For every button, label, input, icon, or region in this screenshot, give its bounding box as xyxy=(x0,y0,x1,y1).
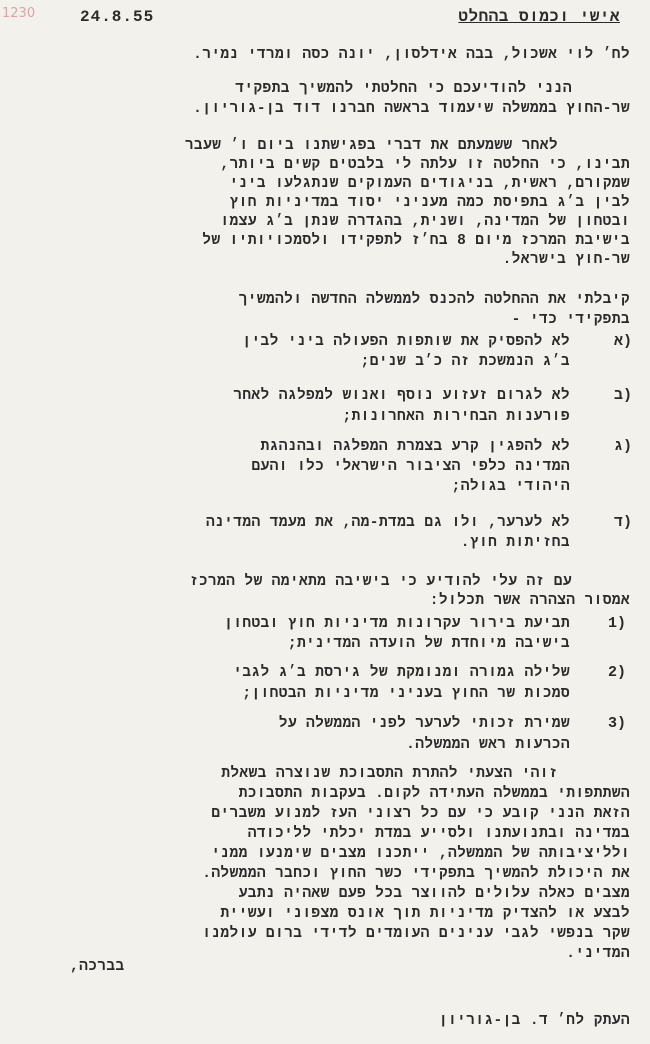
para5-line: הזאת הנני קובע כי עם כל רצוני העז למנוע משברים xyxy=(211,806,630,822)
para2-line: לאחר ששמעתם את דברי בפגישתנו ביום ו׳ שעבר xyxy=(184,138,558,154)
classification-heading: אישי וכמוס בהחלט xyxy=(458,8,620,26)
para2-line: בישיבת המרכז מיום 8 בח׳ז לתפקידו ולסמכויותיו של xyxy=(202,233,630,249)
para5-line: לבצע או להצדיק מדיניות תוך אונס מצפוני ועשיית xyxy=(220,906,630,922)
para5-line: ולליציבותה של הממשלה, ייתכנו מצבים שימנעו ממני xyxy=(211,846,630,862)
numbered-label: 3) xyxy=(607,715,626,732)
archive-number: 1230 xyxy=(2,6,36,21)
item-label: ד) xyxy=(613,514,632,531)
numbered-line: בישיבה מיוחדת של הועדה המדינית; xyxy=(287,636,570,652)
item-label: ג) xyxy=(613,438,632,455)
numbered-line: תביעת בירור עקרונות מדיניות חוץ ובטחון xyxy=(224,616,570,632)
item-line: המדינה כלפי הציבור הישראלי כלו והעם xyxy=(251,459,570,475)
para2-line: לבין ב׳ג בתפיסת כמה מעניני יסוד במדיניות חוץ xyxy=(229,195,630,211)
para4-line: עם זה עלי להודיע כי בישיבה מתאימה של המרכז xyxy=(189,574,572,590)
numbered-line: סמכות שר החוץ בעניני מדיניות הבטחון; xyxy=(242,686,570,702)
item-label: ב) xyxy=(613,387,632,404)
document-date: 24.8.55 xyxy=(80,8,155,26)
item-line: לא להפסיק את שותפות הפעולה ביני לבין xyxy=(242,334,570,350)
copy-to-line: העתק לח׳ ד. בן-גוריון xyxy=(438,1013,630,1029)
para3-line: קיבלתי את ההחלטה להכנס לממשלה החדשה ולהמשיך xyxy=(238,292,630,308)
numbered-line: שלילה גמורה ומנומקת של גירסת ב׳ג לגבי xyxy=(233,665,570,681)
item-line: לא להפגין קרע בצמרת המפלגה ובהנהגת xyxy=(260,439,570,455)
para2-line: תבינו, כי החלטה זו עלתה לי בלבטים קשים ביותר, xyxy=(220,157,630,173)
closing: בברכה, xyxy=(70,959,125,975)
addressee-line: לח׳ לוי אשכול, בבה אידלסון, יונה כסה ומרדי נמיר. xyxy=(193,47,630,63)
item-line: היהודי בגולה; xyxy=(451,479,570,495)
para1-line: הנני להודיעכם כי החלטתי להמשיך בתפקיד xyxy=(235,81,572,97)
para5-line: זוהי הצעתי להתרת התסבוכת שנוצרה בשאלת xyxy=(221,766,558,782)
numbered-line: שמירת זכותי לערער לפני הממשלה על xyxy=(278,716,570,732)
item-line: ב׳ג הנמשכת זה כ׳ב שנים; xyxy=(360,354,570,370)
para2-line: שמקורם, ראשית, בניגודים העמוקים שנתגלעו ביני xyxy=(229,176,630,192)
para5-line: במדינה ובתנועתנו ולסייע במדת יכלתי לליכודה xyxy=(247,826,630,842)
para5-line: השתתפותי בממשלה העתידה לקום. בעקבות התסבוכת xyxy=(238,786,630,802)
para3-line: בתפקידי כדי - xyxy=(511,312,630,328)
item-line: לא לערער, ולו גם במדת-מה, את מעמד המדינה xyxy=(205,515,570,531)
para5-line: המדיני. xyxy=(566,946,630,962)
item-label: א) xyxy=(613,333,632,350)
para1-line: שר-החוץ בממשלה שיעמוד בראשה חברנו דוד בן-גוריון. xyxy=(193,101,630,117)
para5-line: מצבים כאלה עלולים להווצר בכל פעם שאהיה נתבע xyxy=(238,886,630,902)
para2-line: שר-חוץ בישראל. xyxy=(502,252,630,268)
item-line: לא לגרום זעזוע נוסף ואנוש למפלגה לאחר xyxy=(233,388,570,404)
para5-line: שקר בנפשי לגבי ענינים העומדים לדידי ברום עולמנו xyxy=(202,926,630,942)
item-line: פורענות הבחירות האחרונות; xyxy=(342,409,570,425)
numbered-line: הכרעות ראש הממשלה. xyxy=(406,737,570,753)
para5-line: את היכולת להמשיך בתפקידי כשר החוץ וכחבר הממשלה. xyxy=(202,866,630,882)
numbered-label: 2) xyxy=(607,664,626,681)
para4-line: אמסור הצהרה אשר תכלול: xyxy=(429,593,630,609)
para2-line: ובטחון של המדינה, ושנית, בהגדרה שנתן ב׳ג עצמו xyxy=(220,214,630,230)
item-line: בחזיתות חוץ. xyxy=(460,535,570,551)
numbered-label: 1) xyxy=(607,615,626,632)
